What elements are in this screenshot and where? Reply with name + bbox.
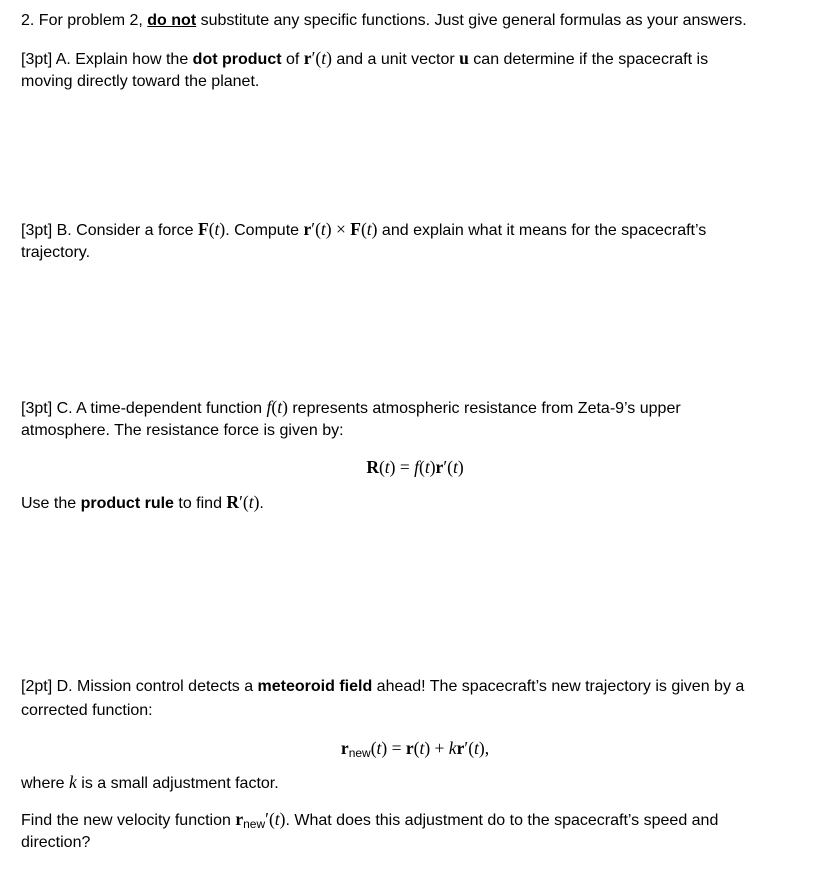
part-b-math-cross-product: r′(t) × F(t) <box>303 219 378 239</box>
part-d-question-line-4 <box>21 807 718 833</box>
part-d-question-line-5: direction? <box>21 834 91 851</box>
part-d-question-line-2: corrected function: <box>21 702 153 719</box>
part-d-text: [2pt] D. Mission control detects a <box>21 678 258 695</box>
part-b-text: . Compute <box>225 222 304 239</box>
part-d-text: is a small adjustment factor. <box>76 775 279 792</box>
part-d-text: where <box>21 775 70 792</box>
part-d-question-line-1 <box>21 675 744 699</box>
part-c-text: . <box>259 495 264 512</box>
part-c-math-derivative: R′(t) <box>226 492 260 512</box>
part-a-bold-term: dot product <box>192 51 282 68</box>
part-b-text: [3pt] B. Consider a force <box>21 222 198 239</box>
part-c-equation: R(t) = f(t)r′(t) <box>366 457 464 477</box>
part-a-math-velocity: r′(t) <box>303 48 332 68</box>
part-c-bold-term: product rule <box>80 495 174 512</box>
problem-intro <box>21 9 747 33</box>
intro-text: 2. For problem 2, <box>21 12 148 29</box>
part-a-question-line-2: moving directly toward the planet. <box>21 73 260 90</box>
part-a-math-unit-vector: u <box>459 48 469 68</box>
part-a-text: can determine if the spacecraft is <box>468 51 709 68</box>
part-a-text: of <box>281 51 304 68</box>
part-d-question-line-3 <box>21 770 279 796</box>
intro-text-rest: substitute any specific functions. Just give general formulas as your answers. <box>196 12 747 29</box>
part-c-math-function: f(t) <box>266 397 288 417</box>
part-d-text: Find the new velocity function <box>21 812 236 829</box>
part-d-text: . What does this adjustment do to the spacecraft’s speed and <box>285 812 719 829</box>
part-d-math-new-velocity: $r_{new}'(t)$ <box>235 809 286 831</box>
part-a-text: [3pt] A. Explain how the <box>21 51 193 68</box>
part-d-equation: $r_{new}(t) = r(t) + kr'(t)$, <box>340 738 490 760</box>
part-c-text: represents atmospheric resistance from Zeta-9’s upper <box>287 400 681 417</box>
part-b-question-line-2: trajectory. <box>21 244 91 261</box>
part-a-question-line-1 <box>21 46 708 72</box>
part-b-question-line-1 <box>21 217 706 243</box>
part-c-question-line-2: atmosphere. The resistance force is given by: <box>21 422 344 439</box>
part-d-text: ahead! The spacecraft’s new trajectory is given by a <box>372 678 745 695</box>
part-c-question-line-1 <box>21 395 681 421</box>
part-c-text: [3pt] C. A time-dependent function <box>21 400 267 417</box>
part-c-question-line-3 <box>21 490 264 516</box>
part-d-bold-term: meteoroid field <box>257 678 373 695</box>
part-c-text: to find <box>173 495 227 512</box>
part-c-text: Use the <box>21 495 81 512</box>
intro-emphasis: do not <box>147 12 197 29</box>
part-d-math-k: k <box>69 772 77 792</box>
part-a-text: and a unit vector <box>331 51 460 68</box>
part-b-math-force: F(t) <box>197 219 226 239</box>
part-b-text: and explain what it means for the spacecraft’s <box>377 222 707 239</box>
